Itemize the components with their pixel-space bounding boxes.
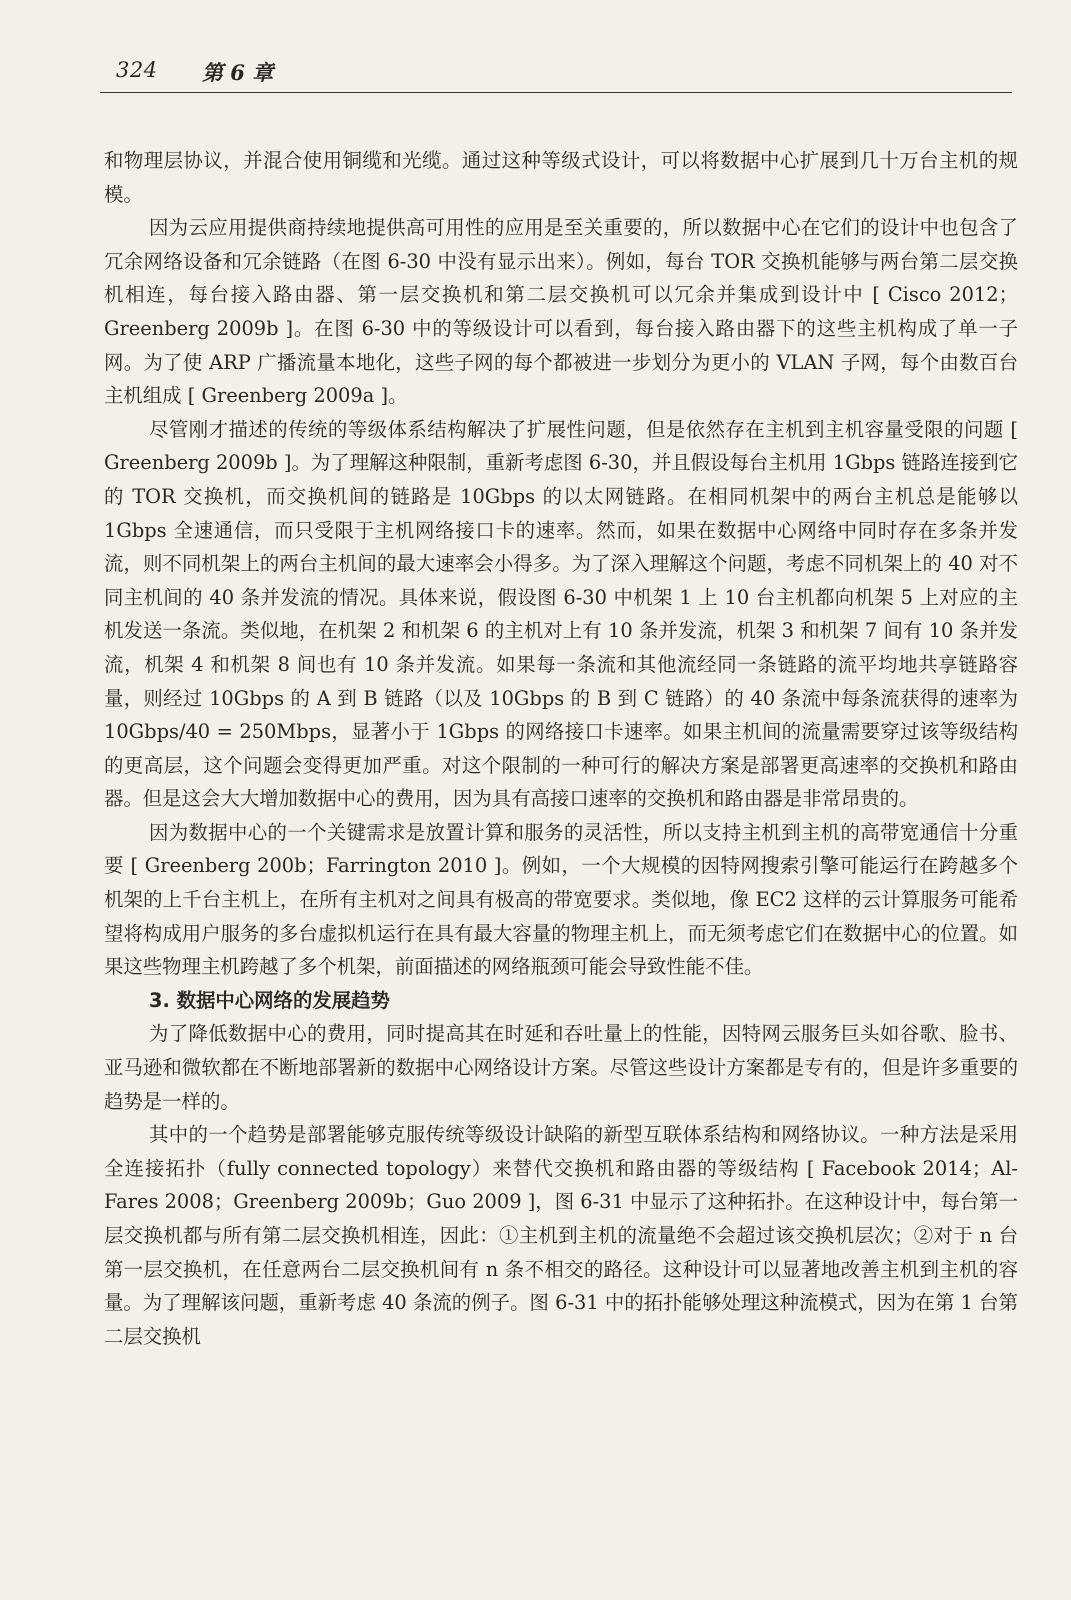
paragraph-flexibility: 因为数据中心的一个关键需求是放置计算和服务的灵活性，所以支持主机到主机的高带宽通信十分重要 [ Greenberg 200b；Farrington 2010 ]。例如，一个大规模的因特网搜索引擎可能运行在跨越多个机架的上千台主机上，在所有主机对之间具有极高的带宽要求。类似地，像 EC2 这样的云计算服务可能希望将构成用户服务的多台虚拟机运行在具有最大容量的物理主机上，而无须考虑它们在数据中心的位置。如果这些物理主机跨越了多个机架，前面描述的网络瓶颈可能会导致性能不佳。 [104, 820, 1018, 979]
body-text [104, 144, 1018, 1353]
section-heading: 3. 数据中心网络的发展趋势 [149, 988, 390, 1012]
paragraph-redundancy: 因为云应用提供商持续地提供高可用性的应用是至关重要的，所以数据中心在它们的设计中也包含了冗余网络设备和冗余链路（在图 6-30 中没有显示出来）。例如，每台 TOR 交换机能够与两台第二层交换机相连，每台接入路由器、第一层交换机和第二层交换机可以冗余并集成到设计中 [ Cisco 2012；Greenberg 2009b ]。在图 6-30 中的等级设计可以看到，每台接入路由器下的这些主机构成了单一子网。为了使 ARP 广播流量本地化，这些子网的每个都被进一步划分为更小的 VLAN 子网，每个由数百台主机组成 [ Greenberg 2009a ]。 [104, 216, 1018, 408]
paragraph-full-mesh: 其中的一个趋势是部署能够克服传统等级设计缺陷的新型互联体系结构和网络协议。一种方法是采用全连接拓扑（fully connected topology）来替代交换机和路由器的等级结构 [ Facebook 2014；Al-Fares 2008；Greenberg 2009b；Guo 2009 ]，图 6-31 中显示了这种拓扑。在这种设计中，每台第一层交换机都与所有第二层交换机相连，因此：①主机到主机的流量绝不会超过该交换机层次；②对于 n 台第一层交换机，在任意两台二层交换机间有 n 条不相交的路径。这种设计可以显著地改善主机到主机的容量。为了理解该问题，重新考虑 40 条流的例子。图 6-31 中的拓扑能够处理这种流模式，因为在第 1 台第二层交换机 [104, 1123, 1018, 1348]
page-number: 324 [116, 58, 158, 82]
page-header [100, 56, 1012, 93]
paragraph-continuation: 和物理层协议，并混合使用铜缆和光缆。通过这种等级式设计，可以将数据中心扩展到几十万台主机的规模。 [104, 149, 1018, 206]
paragraph-trends-intro: 为了降低数据中心的费用，同时提高其在时延和吞吐量上的性能，因特网云服务巨头如谷歌、脸书、亚马逊和微软都在不断地部署新的数据中心网络设计方案。尽管这些设计方案都是专有的，但是许多重要的趋势是一样的。 [104, 1022, 1018, 1113]
chapter-title: 第 6 章 [202, 60, 274, 85]
paragraph-capacity-limit: 尽管刚才描述的传统的等级体系结构解决了扩展性问题，但是依然存在主机到主机容量受限的问题 [ Greenberg 2009b ]。为了理解这种限制，重新考虑图 6-30，并且假设每台主机用 1Gbps 链路连接到它的 TOR 交换机，而交换机间的链路是 10Gbps 的以太网链路。在相同机架中的两台主机总是能够以 1Gbps 全速通信，而只受限于主机网络接口卡的速率。然而，如果在数据中心网络中同时存在多条并发流，则不同机架上的两台主机间的最大速率会小得多。为了深入理解这个问题，考虑不同机架上的 40 对不同主机间的 40 条并发流的情况。具体来说，假设图 6-30 中机架 1 上 10 台主机都向机架 5 上对应的主机发送一条流。类似地，在机架 2 和机架 6 的主机对上有 10 条并发流，机架 3 和机架 7 间有 10 条并发流，机架 4 和机架 8 间也有 10 条并发流。如果每一条流和其他流经同一条链路的流平均地共享链路容量，则经过 10Gbps 的 A 到 B 链路（以及 10Gbps 的 B 到 C 链路）的 40 条流中每条流获得的速率为 10Gbps/40 = 250Mbps，显著小于 1Gbps 的网络接口卡速率。如果主机间的流量需要穿过该等级结构的更高层，这个问题会变得更加严重。对这个限制的一种可行的解决方案是部署更高速率的交换机和路由器。但是这会大大增加数据中心的费用，因为具有高接口速率的交换机和路由器是非常昂贵的。 [104, 417, 1018, 811]
